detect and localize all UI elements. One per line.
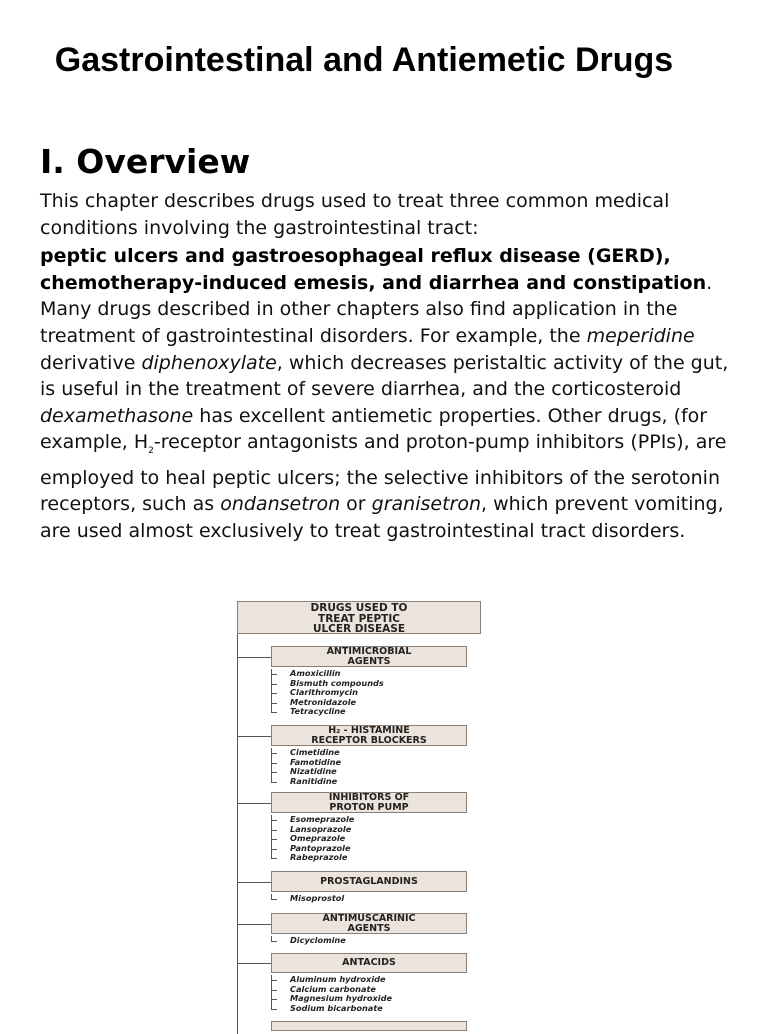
section-heading: I. Overview <box>40 142 251 181</box>
drug-granisetron: granisetron <box>371 493 482 516</box>
item-tick <box>271 990 277 991</box>
page-title-text: Gastrointestinal and Antiemetic Drugs <box>54 41 674 79</box>
drug-name: Calcium carbonate <box>290 983 376 994</box>
examples-text-1: Many drugs described in other chapters also find application in the treatment of gastrointestinal disorders. For example, the <box>40 298 678 347</box>
item-tick <box>271 820 277 821</box>
drug-meperidine: meperidine <box>586 324 695 347</box>
item-tick <box>271 763 277 764</box>
group-connector <box>237 924 272 925</box>
drug-name: Aluminum hydroxide <box>290 974 386 984</box>
examples-paragraph <box>40 296 740 544</box>
drug-name: Bismuth compounds <box>290 677 384 688</box>
drug-classification-diagram <box>234 598 490 1028</box>
item-tick <box>271 782 277 783</box>
item-tick <box>271 899 277 900</box>
group-box-antacids: ANTACIDS <box>271 953 467 973</box>
drug-name: Pantoprazole <box>290 842 351 853</box>
drug-name: Cimetidine <box>290 747 340 757</box>
examples-text-4: has excellent antiemetic properties. Other drugs, (for example, H <box>40 404 708 454</box>
drug-ondansetron: ondansetron <box>220 493 341 516</box>
examples-text-2: derivative <box>40 351 142 374</box>
drug-name: Amoxicillin <box>290 668 341 678</box>
item-tick <box>271 999 277 1000</box>
group-connector <box>237 736 272 737</box>
group-box-antimuscarinic-agents: ANTIMUSCARINIC AGENTS <box>271 913 467 934</box>
diagram-trunk-line <box>237 634 238 1034</box>
drug-name: Sodium bicarbonate <box>290 1002 383 1013</box>
group-box-inhibitors-of-proton-pump: INHIBITORS OF PROTON PUMP <box>271 792 467 813</box>
drug-name: Clarithromycin <box>290 687 358 698</box>
drug-name: Misoprostol <box>290 893 345 903</box>
conditions-period: . <box>706 271 713 294</box>
item-tick <box>271 830 277 831</box>
examples-text-3: , which decreases peristaltic activity of the gut, is useful in the treatment of severe diarrhea, and the corticosteroid <box>40 351 729 401</box>
item-tick <box>271 858 277 859</box>
item-bracket-line <box>271 815 272 859</box>
drug-diphenoxylate: diphenoxylate <box>141 351 277 374</box>
drug-name: Omeprazole <box>290 833 346 844</box>
group-box-h-histamine-receptor-blockers: H₂ - HISTAMINE RECEPTOR BLOCKERS <box>271 725 467 746</box>
drug-name: Dicyclomine <box>290 935 346 945</box>
item-tick <box>271 772 277 773</box>
item-tick <box>271 703 277 704</box>
group-connector <box>237 657 272 658</box>
group-connector <box>237 963 272 964</box>
h2-subscript: 2 <box>148 446 154 457</box>
drug-name: Magnesium hydroxide <box>290 993 392 1004</box>
drug-dexamethasone: dexamethasone <box>40 404 194 427</box>
examples-text-6: or <box>340 493 372 516</box>
item-tick <box>271 753 277 754</box>
conditions-text: peptic ulcers and gastroesophageal reflux disease (GERD), chemotherapy-induced emesis, and diarrhea and constipation <box>40 245 707 294</box>
item-tick <box>271 674 277 675</box>
item-tick <box>271 849 277 850</box>
drug-name: Ranitidine <box>290 775 338 786</box>
group-connector <box>237 803 272 804</box>
body-text <box>40 188 740 545</box>
item-tick <box>271 1009 277 1010</box>
page-title <box>40 38 688 83</box>
group-box-antimicrobial-agents: ANTIMICROBIAL AGENTS <box>271 646 467 667</box>
group-box-prostaglandins: PROSTAGLANDINS <box>271 871 467 892</box>
drug-name: Tetracycline <box>290 706 346 717</box>
diagram-main-box: DRUGS USED TO TREAT PEPTIC ULCER DISEASE <box>237 601 481 634</box>
item-tick <box>271 712 277 713</box>
item-tick <box>271 693 277 694</box>
drug-name: Nizatidine <box>290 766 337 777</box>
item-tick <box>271 839 277 840</box>
drug-name: Rabeprazole <box>290 852 348 863</box>
drug-name: Lansoprazole <box>290 823 352 834</box>
item-tick <box>271 684 277 685</box>
drug-name: Famotidine <box>290 756 342 767</box>
drug-name: Metronidazole <box>290 696 357 707</box>
examples-text-5: -receptor antagonists and proton-pump inhibitors (PPIs), are employed to heal peptic ulcers; the selective inhibitors of the serotonin receptors, such as <box>40 431 727 516</box>
diagram-next-group-box <box>271 1021 467 1031</box>
conditions-paragraph <box>40 243 740 296</box>
item-tick <box>271 980 277 981</box>
item-tick <box>271 941 277 942</box>
item-bracket-line <box>271 669 272 713</box>
group-connector <box>237 882 272 883</box>
drug-name: Esomeprazole <box>290 814 355 824</box>
intro-paragraph: This chapter describes drugs used to treat three common medical conditions involving the gastrointestinal tract: <box>40 190 670 239</box>
examples-text-7: , which prevent vomiting, are used almost exclusively to treat gastrointestinal tract disorders. <box>40 493 724 542</box>
